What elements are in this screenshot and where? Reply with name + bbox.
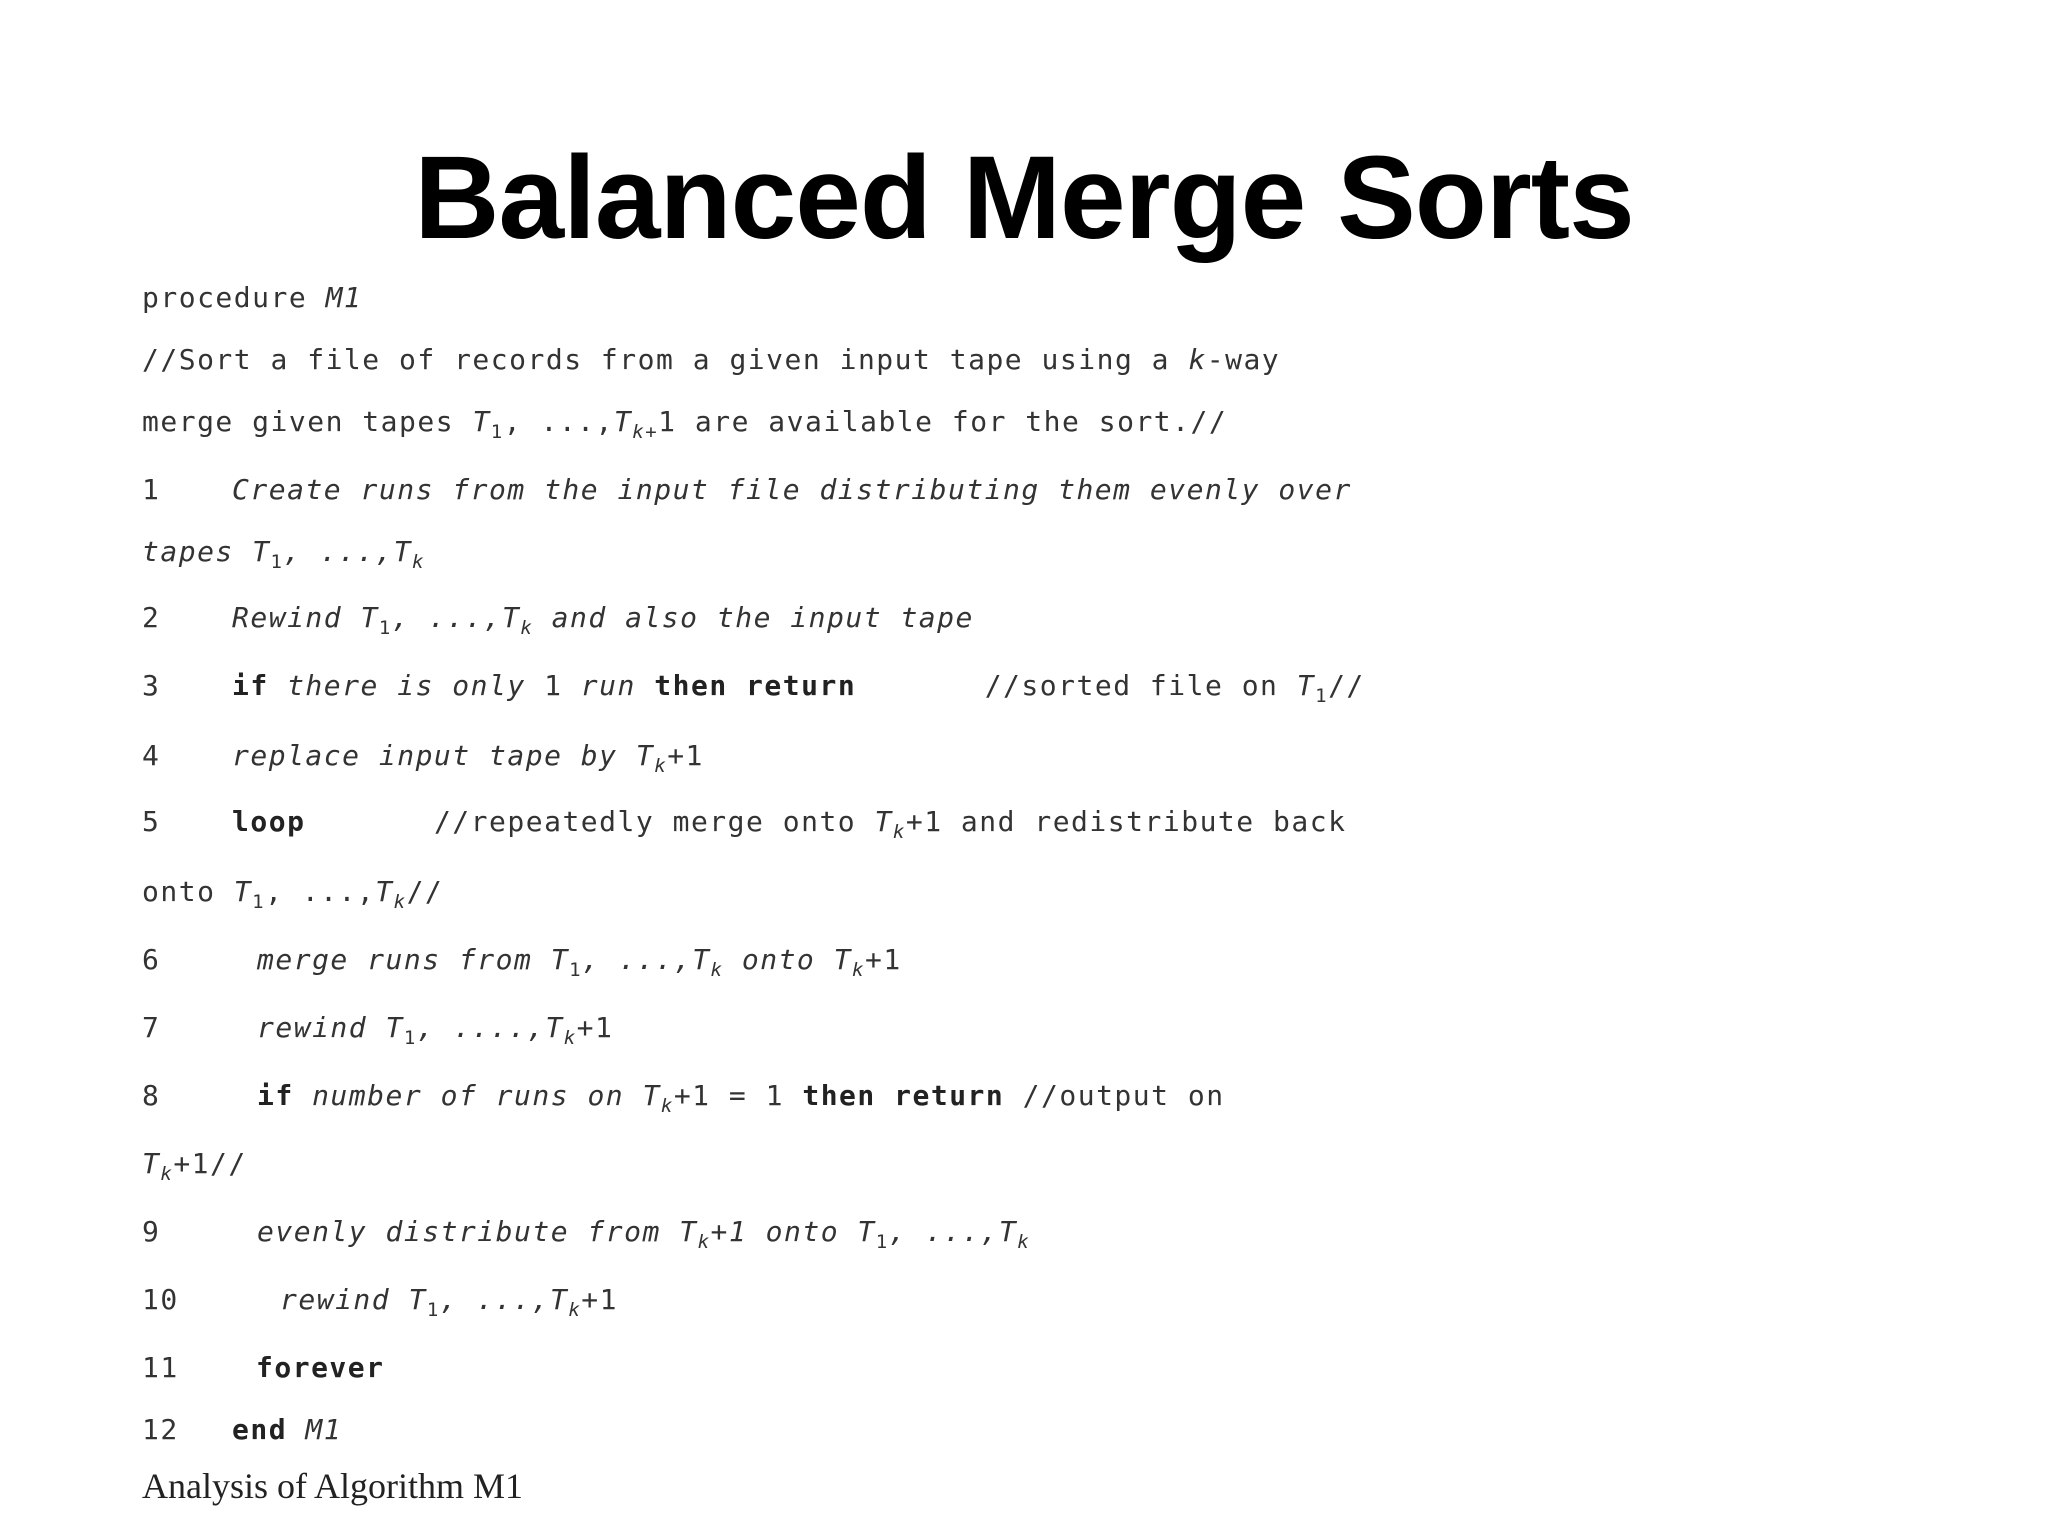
var-t: T: [549, 1283, 569, 1316]
var-t: T: [692, 943, 711, 976]
line-text: evenly distribute from: [257, 1215, 680, 1248]
comment-var-k: k: [1188, 343, 1207, 376]
line-text: there is only: [268, 669, 545, 702]
code-line-1: [142, 470, 1352, 510]
code-line-2: [142, 598, 974, 638]
code-line-11: [142, 1348, 385, 1388]
line-text: , ...,: [582, 943, 693, 976]
comment-text: , ...,: [265, 875, 376, 908]
var-subscript: 1: [569, 959, 583, 981]
procedure-keyword: procedure: [142, 281, 326, 314]
line-text: , ...,: [888, 1215, 999, 1248]
var-subscript: k: [710, 959, 724, 981]
line-text: , ...,: [283, 535, 394, 568]
line-number: 1: [142, 473, 161, 506]
loop-keyword: loop: [232, 805, 306, 838]
line-number: 4: [142, 739, 161, 772]
line-text: +1: [581, 1283, 619, 1316]
if-keyword: if: [232, 669, 269, 702]
code-line-4: [142, 736, 704, 776]
var-subscript: k: [654, 755, 668, 777]
line-number: 5: [142, 805, 161, 838]
var-subscript: k: [1017, 1231, 1031, 1253]
var-subscript: 1: [1315, 685, 1329, 707]
slide-title: Balanced Merge Sorts: [414, 132, 1634, 264]
line-text: Rewind: [232, 601, 361, 634]
code-header-line: [142, 278, 362, 318]
line-text: , ....,: [416, 1011, 546, 1044]
line-text: +1: [576, 1011, 614, 1044]
comment-text: onto: [142, 875, 234, 908]
code-line-3: [142, 666, 1365, 706]
line-text: +1 = 1: [673, 1079, 803, 1112]
procedure-name: M1: [287, 1413, 343, 1446]
var-subscript: k: [160, 1163, 174, 1185]
var-t: T: [252, 535, 271, 568]
var-subscript: 1: [490, 421, 504, 443]
code-line-8-cont: [142, 1144, 247, 1184]
comment-text: merge given tapes: [142, 405, 473, 438]
then-return-keyword: then return: [802, 1079, 1005, 1112]
code-line-1-cont: [142, 532, 425, 572]
var-subscript: k: [563, 1027, 577, 1049]
var-subscript: k: [660, 1095, 674, 1117]
line-text: onto: [723, 943, 834, 976]
code-line-9: [142, 1212, 1030, 1252]
line-number: 8: [142, 1079, 161, 1112]
var-subscript: k: [697, 1231, 711, 1253]
var-subscript: k: [520, 617, 534, 639]
code-line-8: [142, 1076, 1225, 1116]
line-text: run: [562, 669, 655, 702]
var-t: T: [857, 1215, 876, 1248]
line-text: , ...,: [439, 1283, 550, 1316]
var-t: T: [545, 1011, 564, 1044]
var-subscript: 1: [252, 891, 266, 913]
code-comment-line-1: [142, 340, 1280, 380]
var-t: T: [408, 1283, 427, 1316]
line-text: number of runs on: [293, 1079, 643, 1112]
line-text: rewind: [257, 1011, 386, 1044]
var-t: T: [833, 943, 853, 976]
comment-text: //: [1328, 669, 1365, 702]
var-t: T: [375, 875, 394, 908]
forever-keyword: forever: [256, 1351, 385, 1384]
var-subscript: 1: [426, 1299, 440, 1321]
code-line-5-cont: [142, 872, 443, 912]
line-text: rewind: [280, 1283, 409, 1316]
comment-text: //Sort a file of records from a given input tape using a: [142, 343, 1189, 376]
var-t: T: [1296, 669, 1316, 702]
var-t: T: [360, 601, 379, 634]
line-text: , ...,: [391, 601, 502, 634]
line-text: +1: [864, 943, 902, 976]
code-line-5: [142, 802, 1346, 842]
var-subscript: k: [852, 959, 865, 981]
var-t: T: [501, 601, 521, 634]
var-t: T: [233, 875, 253, 908]
var-subscript: k: [411, 551, 425, 573]
var-t: T: [472, 405, 491, 438]
line-text: +1 onto: [710, 1215, 858, 1248]
line-text: merge runs from: [257, 943, 551, 976]
if-keyword: if: [257, 1079, 294, 1112]
line-number: 12: [142, 1413, 179, 1446]
comment-text: -way: [1206, 343, 1281, 376]
line-text: 1: [544, 669, 563, 702]
line-text: +1: [667, 739, 704, 772]
var-subscript: 1: [270, 551, 284, 573]
comment-text: +1 and redistribute back: [905, 805, 1347, 838]
comment-text: //output on: [1004, 1079, 1225, 1112]
var-t: T: [679, 1215, 698, 1248]
var-t: T: [998, 1215, 1018, 1248]
line-text: and also the input tape: [533, 601, 974, 634]
comment-text: +1//: [173, 1147, 247, 1180]
procedure-name: M1: [325, 281, 363, 314]
line-number: 9: [142, 1215, 161, 1248]
var-subscript: k: [892, 821, 906, 843]
code-line-6: [142, 940, 902, 980]
comment-text: , ...,: [503, 405, 614, 438]
line-text: Create runs from the input file distributing them evenly over: [232, 473, 1352, 506]
comment-text: 1 are available for the sort.//: [658, 405, 1228, 438]
code-comment-line-2: [142, 402, 1227, 442]
line-text: replace input tape by: [232, 739, 636, 772]
line-number: 2: [142, 601, 161, 634]
var-t: T: [613, 405, 633, 438]
var-t: T: [874, 805, 893, 838]
line-number: 6: [142, 943, 161, 976]
comment-text: //repeatedly merge onto: [305, 805, 875, 838]
var-t: T: [642, 1079, 661, 1112]
analysis-heading: Analysis of Algorithm M1: [142, 1466, 524, 1506]
var-subscript: k+: [632, 421, 659, 443]
code-line-7: [142, 1008, 613, 1048]
end-keyword: end: [232, 1413, 288, 1446]
var-subscript: 1: [378, 617, 392, 639]
var-subscript: 1: [875, 1231, 889, 1253]
code-line-12: [142, 1410, 342, 1450]
line-number: 11: [142, 1351, 179, 1384]
var-t: T: [550, 943, 570, 976]
line-number: 10: [142, 1283, 179, 1316]
line-number: 7: [142, 1011, 161, 1044]
line-text: tapes: [142, 535, 253, 568]
comment-text: //sorted file on: [856, 669, 1297, 702]
var-subscript: 1: [403, 1027, 417, 1049]
var-t: T: [385, 1011, 404, 1044]
comment-text: //: [406, 875, 444, 908]
var-subscript: k: [393, 891, 407, 913]
var-t: T: [393, 535, 412, 568]
code-line-10: [142, 1280, 618, 1320]
var-subscript: k: [568, 1299, 582, 1321]
var-t: T: [635, 739, 655, 772]
line-number: 3: [142, 669, 161, 702]
var-t: T: [142, 1147, 161, 1180]
then-return-keyword: then return: [654, 669, 857, 702]
